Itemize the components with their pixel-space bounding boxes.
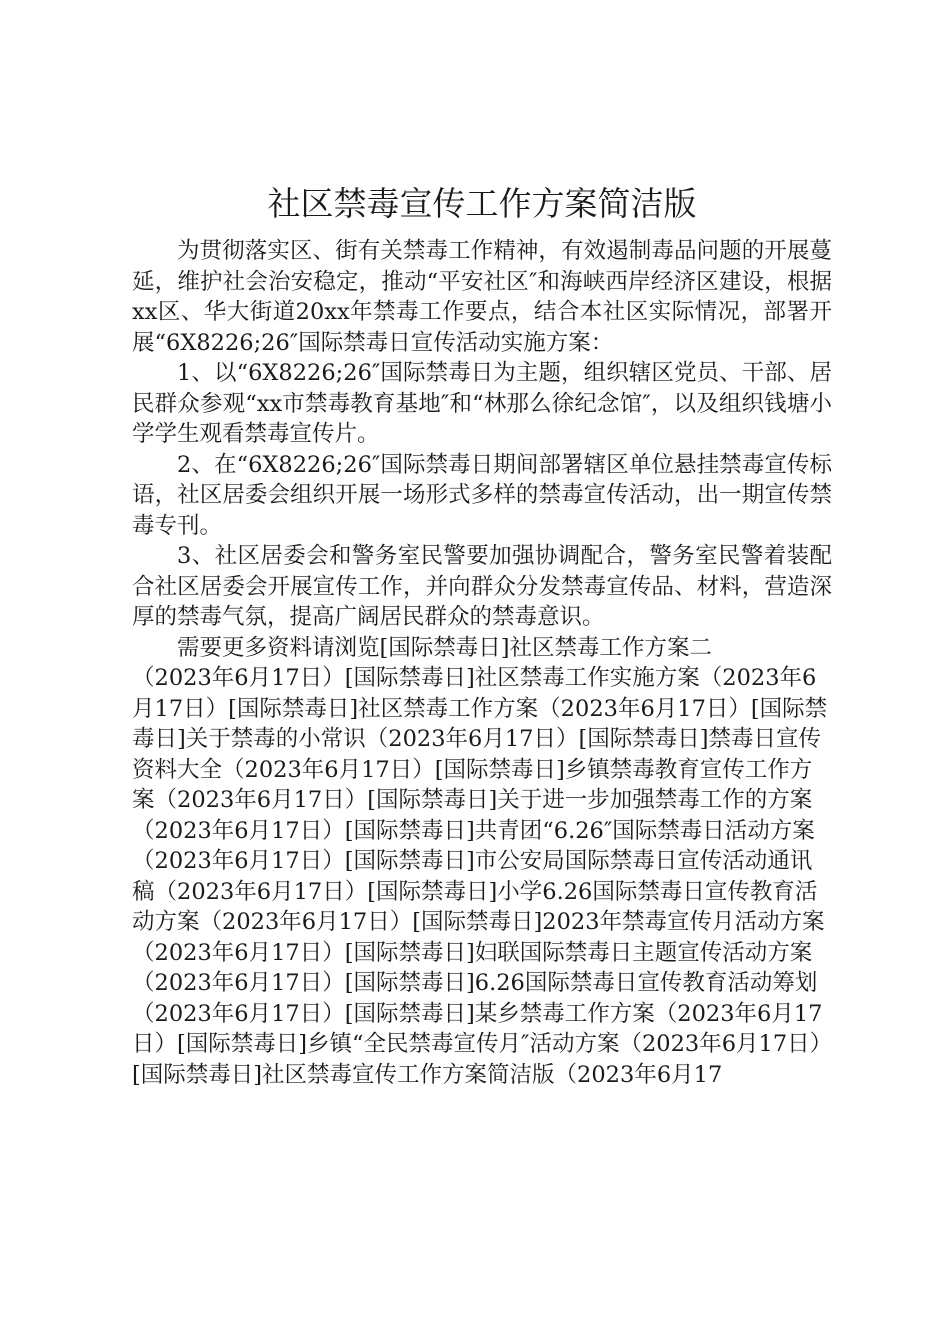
more-resources-intro: 需要更多资料请浏览[国际禁毒日]社区禁毒工作方案二: [177, 634, 713, 661]
intro-paragraph: 为贯彻落实区、街有关禁毒工作精神，有效遏制毒品问题的开展蔓延，维护社会治安稳定，推动“平安社区″和海峡西岸经济区建设，根据xx区、华大街道20xx年禁毒工作要点，结合本社区实际情况，部署开展“6X8226;26″国际禁毒日宣传活动实施方案：: [132, 238, 832, 356]
document-title: 社区禁毒宣传工作方案简洁版: [267, 184, 697, 223]
item-paragraph-1: 1、以“6X8226;26″国际禁毒日为主题，组织辖区党员、干部、居民群众参观“xx市禁毒教育基地″和“林那么徐纪念馆″，以及组织钱塘小学学生观看禁毒宣传片。: [132, 360, 832, 447]
document-page: [132, 178, 832, 1090]
more-resources-links: （2023年6月17日）[国际禁毒日]社区禁毒工作实施方案（2023年6月17日）[国际禁毒日]社区禁毒工作方案（2023年6月17日）[国际禁毒日]关于禁毒的小常识（2023年6月17日）[国际禁毒日]禁毒日宣传资料大全（2023年6月17日）[国际禁毒日]乡镇禁毒教育宣传工作方案（2023年6月17日）[国际禁毒日]关于进一步加强禁毒工作的方案（2023年6月17日）[国际禁毒日]共青团“6.26″国际禁毒日活动方案（2023年6月17日）[国际禁毒日]市公安局国际禁毒日宣传活动通讯稿（2023年6月17日）[国际禁毒日]小学6.26国际禁毒日宣传教育活动方案（2023年6月17日）[国际禁毒日]2023年禁毒宣传月活动方案（2023年6月17日）[国际禁毒日]妇联国际禁毒日主题宣传活动方案（2023年6月17日）[国际禁毒日]6.26国际禁毒日宣传教育活动筹划（2023年6月17日）[国际禁毒日]某乡禁毒工作方案（2023年6月17日）[国际禁毒日]乡镇“全民禁毒宣传月″活动方案（2023年6月17日）[国际禁毒日]社区禁毒宣传工作方案简洁版（2023年6月17: [132, 665, 828, 1088]
item-paragraph-2: 2、在“6X8226;26″国际禁毒日期间部署辖区单位悬挂禁毒宣传标语，社区居委会组织开展一场形式多样的禁毒宣传活动，出一期宣传禁毒专刊。: [132, 451, 832, 539]
item-paragraph-3: 3、社区居委会和警务室民警要加强协调配合，警务室民警着装配合社区居委会开展宣传工作，并向群众分发禁毒宣传品、材料，营造深厚的禁毒气氛，提高广阔居民群众的禁毒意识。: [132, 543, 832, 630]
